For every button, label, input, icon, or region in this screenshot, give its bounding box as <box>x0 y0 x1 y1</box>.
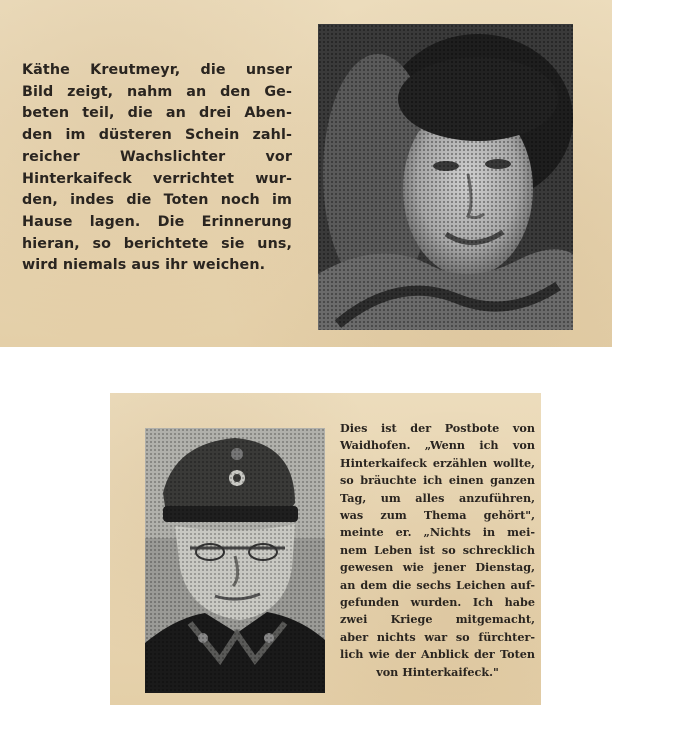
caption-line: an dem die sechs Leichen auf- <box>340 577 535 592</box>
caption-line: Hinterkaifeck verrichtet wur- <box>22 170 292 187</box>
caption-line: Waidhofen. „Wenn ich von <box>340 438 535 453</box>
caption-line: gefunden wurden. Ich habe <box>340 595 535 610</box>
caption-line: wird niemals aus ihr weichen. <box>22 257 266 274</box>
caption-line: aber nichts war so fürchter- <box>340 629 535 644</box>
caption-line: Tag, um alles anzuführen, <box>340 490 535 505</box>
caption-line: beten teil, die an drei Aben- <box>22 105 292 122</box>
caption-line: hieran, so berichtete sie uns, <box>22 235 292 252</box>
caption-line: so bräuchte ich einen ganzen <box>340 473 535 488</box>
caption-line: nem Leben ist so schrecklich <box>340 542 535 557</box>
caption-line: Hause lagen. Die Erinnerung <box>22 213 292 230</box>
caption-line: reicher Wachslichter vor <box>22 148 292 165</box>
caption-line: meinte er. „Nichts in mei- <box>340 525 535 540</box>
caption-line: gewesen wie jener Dienstag, <box>340 560 535 575</box>
caption-line: lich wie der Anblick der Toten <box>340 647 535 662</box>
caption-line: zwei Kriege mitgemacht, <box>340 612 535 627</box>
caption-line: Dies ist der Postbote von <box>340 421 535 435</box>
caption-line: den, indes die Toten noch im <box>22 192 292 209</box>
caption-line: was zum Thema gehört", <box>340 508 535 523</box>
caption-postbote <box>340 420 535 681</box>
caption-line: Bild zeigt, nahm an den Ge- <box>22 83 292 100</box>
caption-line: den im düsteren Schein zahl- <box>22 127 292 144</box>
caption-line: von Hinterkaifeck." <box>376 664 499 679</box>
caption-line: Hinterkaifeck erzählen wollte, <box>340 455 535 470</box>
portrait-photo-postman <box>145 428 325 693</box>
caption-kathe-kreutmeyr <box>22 60 292 277</box>
caption-line: Käthe Kreutmeyr, die unser <box>22 62 292 78</box>
portrait-photo-woman <box>318 24 573 330</box>
